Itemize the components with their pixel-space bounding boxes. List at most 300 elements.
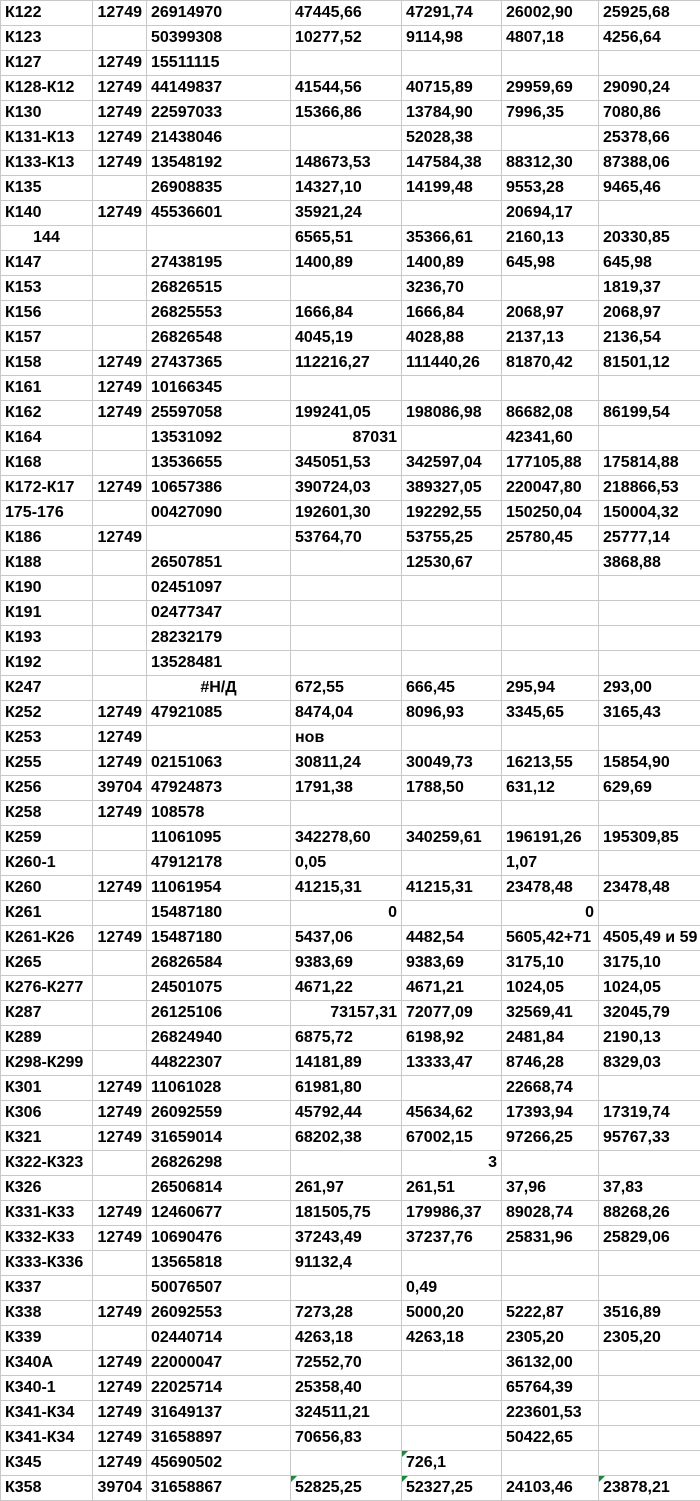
value-2-cell[interactable]	[402, 376, 502, 401]
value-1-cell[interactable]: 148673,53	[291, 151, 402, 176]
value-1-cell[interactable]: 35921,24	[291, 201, 402, 226]
value-4-cell[interactable]	[599, 651, 700, 676]
value-4-cell[interactable]	[599, 1076, 700, 1101]
row-id-cell[interactable]: 144	[1, 226, 93, 251]
account-cell[interactable]: 108578	[147, 801, 291, 826]
value-4-cell[interactable]: 4505,49 и 59	[599, 926, 700, 951]
value-3-cell[interactable]: 7996,35	[502, 101, 599, 126]
value-2-cell[interactable]: 389327,05	[402, 476, 502, 501]
value-2-cell[interactable]	[402, 1351, 502, 1376]
row-id-cell[interactable]: К287	[1, 1001, 93, 1026]
value-4-cell[interactable]: 25829,06	[599, 1226, 700, 1251]
row-id-cell[interactable]: К298-К299	[1, 1051, 93, 1076]
value-2-cell[interactable]: 1788,50	[402, 776, 502, 801]
code-cell[interactable]: 12749	[93, 1301, 147, 1326]
value-2-cell[interactable]: 9114,98	[402, 26, 502, 51]
value-4-cell[interactable]: 9465,46	[599, 176, 700, 201]
code-cell[interactable]	[93, 301, 147, 326]
code-cell[interactable]: 12749	[93, 151, 147, 176]
code-cell[interactable]: 12749	[93, 876, 147, 901]
value-4-cell[interactable]	[599, 1351, 700, 1376]
row-id-cell[interactable]: К261	[1, 901, 93, 926]
value-1-cell[interactable]: 345051,53	[291, 451, 402, 476]
code-cell[interactable]: 12749	[93, 1376, 147, 1401]
value-4-cell[interactable]: 25925,68	[599, 1, 700, 26]
value-3-cell[interactable]	[502, 1251, 599, 1276]
code-cell[interactable]: 12749	[93, 1201, 147, 1226]
code-cell[interactable]	[93, 826, 147, 851]
value-4-cell[interactable]: 81501,12	[599, 351, 700, 376]
value-2-cell[interactable]: 726,1	[402, 1451, 502, 1476]
code-cell[interactable]: 12749	[93, 351, 147, 376]
account-cell[interactable]: 11061095	[147, 826, 291, 851]
value-1-cell[interactable]: 6875,72	[291, 1026, 402, 1051]
account-cell[interactable]: 15487180	[147, 926, 291, 951]
value-4-cell[interactable]: 2190,13	[599, 1026, 700, 1051]
value-2-cell[interactable]: 13784,90	[402, 101, 502, 126]
value-4-cell[interactable]	[599, 1276, 700, 1301]
value-1-cell[interactable]: 5437,06	[291, 926, 402, 951]
row-id-cell[interactable]: К168	[1, 451, 93, 476]
value-1-cell[interactable]: 70656,83	[291, 1426, 402, 1451]
value-4-cell[interactable]: 4256,64	[599, 26, 700, 51]
account-cell[interactable]: 13531092	[147, 426, 291, 451]
value-2-cell[interactable]: 4671,21	[402, 976, 502, 1001]
value-4-cell[interactable]	[599, 901, 700, 926]
row-id-cell[interactable]: К190	[1, 576, 93, 601]
row-id-cell[interactable]: К265	[1, 951, 93, 976]
account-cell[interactable]: 31659014	[147, 1126, 291, 1151]
value-3-cell[interactable]: 2068,97	[502, 301, 599, 326]
value-3-cell[interactable]: 5222,87	[502, 1301, 599, 1326]
value-4-cell[interactable]	[599, 51, 700, 76]
row-id-cell[interactable]: К135	[1, 176, 93, 201]
account-cell[interactable]: 22597033	[147, 101, 291, 126]
code-cell[interactable]	[93, 1251, 147, 1276]
value-3-cell[interactable]: 50422,65	[502, 1426, 599, 1451]
code-cell[interactable]	[93, 1026, 147, 1051]
code-cell[interactable]: 12749	[93, 401, 147, 426]
value-3-cell[interactable]: 26002,90	[502, 1, 599, 26]
value-4-cell[interactable]: 629,69	[599, 776, 700, 801]
value-4-cell[interactable]	[599, 1376, 700, 1401]
code-cell[interactable]: 12749	[93, 751, 147, 776]
account-cell[interactable]: 45690502	[147, 1451, 291, 1476]
account-cell[interactable]: 25597058	[147, 401, 291, 426]
value-2-cell[interactable]: 30049,73	[402, 751, 502, 776]
value-1-cell[interactable]: 324511,21	[291, 1401, 402, 1426]
value-2-cell[interactable]: 4028,88	[402, 326, 502, 351]
value-4-cell[interactable]	[599, 626, 700, 651]
value-2-cell[interactable]: 4263,18	[402, 1326, 502, 1351]
value-3-cell[interactable]: 2481,84	[502, 1026, 599, 1051]
value-4-cell[interactable]: 32045,79	[599, 1001, 700, 1026]
value-4-cell[interactable]	[599, 1151, 700, 1176]
value-3-cell[interactable]: 196191,26	[502, 826, 599, 851]
value-1-cell[interactable]: 41215,31	[291, 876, 402, 901]
value-3-cell[interactable]: 223601,53	[502, 1401, 599, 1426]
value-4-cell[interactable]: 23478,48	[599, 876, 700, 901]
code-cell[interactable]	[93, 1176, 147, 1201]
code-cell[interactable]	[93, 851, 147, 876]
row-id-cell[interactable]: К123	[1, 26, 93, 51]
value-4-cell[interactable]: 17319,74	[599, 1101, 700, 1126]
account-cell[interactable]: 31658867	[147, 1476, 291, 1501]
value-2-cell[interactable]: 1400,89	[402, 251, 502, 276]
value-1-cell[interactable]: 192601,30	[291, 501, 402, 526]
row-id-cell[interactable]: К255	[1, 751, 93, 776]
code-cell[interactable]	[93, 676, 147, 701]
row-id-cell[interactable]: К131-К13	[1, 126, 93, 151]
value-1-cell[interactable]: 72552,70	[291, 1351, 402, 1376]
code-cell[interactable]	[93, 951, 147, 976]
value-4-cell[interactable]: 3165,43	[599, 701, 700, 726]
row-id-cell[interactable]: К172-К17	[1, 476, 93, 501]
account-cell[interactable]: 45536601	[147, 201, 291, 226]
account-cell[interactable]: 11061954	[147, 876, 291, 901]
row-id-cell[interactable]: К247	[1, 676, 93, 701]
value-3-cell[interactable]: 295,94	[502, 676, 599, 701]
value-3-cell[interactable]: 1024,05	[502, 976, 599, 1001]
value-1-cell[interactable]: 41544,56	[291, 76, 402, 101]
value-4-cell[interactable]: 3868,88	[599, 551, 700, 576]
row-id-cell[interactable]: К164	[1, 426, 93, 451]
value-2-cell[interactable]: 342597,04	[402, 451, 502, 476]
account-cell[interactable]: 02151063	[147, 751, 291, 776]
row-id-cell[interactable]: К193	[1, 626, 93, 651]
value-1-cell[interactable]: 112216,27	[291, 351, 402, 376]
account-cell[interactable]: 27437365	[147, 351, 291, 376]
row-id-cell[interactable]: К341-К34	[1, 1426, 93, 1451]
code-cell[interactable]	[93, 326, 147, 351]
row-id-cell[interactable]: К188	[1, 551, 93, 576]
value-1-cell[interactable]: 68202,38	[291, 1126, 402, 1151]
value-4-cell[interactable]: 645,98	[599, 251, 700, 276]
row-id-cell[interactable]: К337	[1, 1276, 93, 1301]
value-1-cell[interactable]: 37243,49	[291, 1226, 402, 1251]
account-cell[interactable]: 15487180	[147, 901, 291, 926]
row-id-cell[interactable]: К276-К277	[1, 976, 93, 1001]
row-id-cell[interactable]: 175-176	[1, 501, 93, 526]
value-3-cell[interactable]	[502, 51, 599, 76]
value-3-cell[interactable]: 4807,18	[502, 26, 599, 51]
code-cell[interactable]: 12749	[93, 526, 147, 551]
value-1-cell[interactable]: 87031	[291, 426, 402, 451]
value-1-cell[interactable]: 4263,18	[291, 1326, 402, 1351]
value-1-cell[interactable]: 47445,66	[291, 1, 402, 26]
account-cell[interactable]: 02477347	[147, 601, 291, 626]
row-id-cell[interactable]: К340А	[1, 1351, 93, 1376]
account-cell[interactable]	[147, 226, 291, 251]
account-cell[interactable]: 26914970	[147, 1, 291, 26]
code-cell[interactable]: 39704	[93, 1476, 147, 1501]
value-1-cell[interactable]	[291, 276, 402, 301]
row-id-cell[interactable]: К289	[1, 1026, 93, 1051]
value-2-cell[interactable]	[402, 601, 502, 626]
value-2-cell[interactable]	[402, 726, 502, 751]
account-cell[interactable]: 13536655	[147, 451, 291, 476]
code-cell[interactable]: 12749	[93, 1351, 147, 1376]
value-1-cell[interactable]	[291, 601, 402, 626]
account-cell[interactable]: 47921085	[147, 701, 291, 726]
value-1-cell[interactable]: 1791,38	[291, 776, 402, 801]
value-1-cell[interactable]	[291, 1451, 402, 1476]
value-2-cell[interactable]: 45634,62	[402, 1101, 502, 1126]
value-4-cell[interactable]: 2068,97	[599, 301, 700, 326]
value-2-cell[interactable]: 52327,25	[402, 1476, 502, 1501]
row-id-cell[interactable]: К259	[1, 826, 93, 851]
value-2-cell[interactable]: 340259,61	[402, 826, 502, 851]
value-2-cell[interactable]	[402, 1401, 502, 1426]
code-cell[interactable]: 12749	[93, 101, 147, 126]
row-id-cell[interactable]: К332-К33	[1, 1226, 93, 1251]
code-cell[interactable]: 12749	[93, 1451, 147, 1476]
value-1-cell[interactable]: 7273,28	[291, 1301, 402, 1326]
value-3-cell[interactable]: 24103,46	[502, 1476, 599, 1501]
value-2-cell[interactable]: 72077,09	[402, 1001, 502, 1026]
account-cell[interactable]: #Н/Д	[147, 676, 291, 701]
value-4-cell[interactable]: 25777,14	[599, 526, 700, 551]
code-cell[interactable]: 12749	[93, 476, 147, 501]
row-id-cell[interactable]: К147	[1, 251, 93, 276]
code-cell[interactable]	[93, 451, 147, 476]
value-3-cell[interactable]: 23478,48	[502, 876, 599, 901]
value-1-cell[interactable]: 30811,24	[291, 751, 402, 776]
account-cell[interactable]: 44822307	[147, 1051, 291, 1076]
value-1-cell[interactable]: 672,55	[291, 676, 402, 701]
account-cell[interactable]	[147, 726, 291, 751]
account-cell[interactable]: 02440714	[147, 1326, 291, 1351]
account-cell[interactable]: 10690476	[147, 1226, 291, 1251]
value-4-cell[interactable]	[599, 576, 700, 601]
value-2-cell[interactable]: 179986,37	[402, 1201, 502, 1226]
value-1-cell[interactable]	[291, 651, 402, 676]
value-4-cell[interactable]: 2136,54	[599, 326, 700, 351]
value-3-cell[interactable]: 89028,74	[502, 1201, 599, 1226]
row-id-cell[interactable]: К258	[1, 801, 93, 826]
code-cell[interactable]: 12749	[93, 1101, 147, 1126]
value-3-cell[interactable]: 0	[502, 901, 599, 926]
value-1-cell[interactable]: 4045,19	[291, 326, 402, 351]
value-2-cell[interactable]: 147584,38	[402, 151, 502, 176]
value-1-cell[interactable]	[291, 51, 402, 76]
account-cell[interactable]: 24501075	[147, 976, 291, 1001]
value-1-cell[interactable]: 199241,05	[291, 401, 402, 426]
value-1-cell[interactable]: 8474,04	[291, 701, 402, 726]
value-3-cell[interactable]	[502, 551, 599, 576]
row-id-cell[interactable]: К127	[1, 51, 93, 76]
code-cell[interactable]: 12749	[93, 701, 147, 726]
value-4-cell[interactable]	[599, 801, 700, 826]
code-cell[interactable]: 12749	[93, 726, 147, 751]
account-cell[interactable]: 47912178	[147, 851, 291, 876]
account-cell[interactable]	[147, 526, 291, 551]
value-2-cell[interactable]: 12530,67	[402, 551, 502, 576]
row-id-cell[interactable]: К186	[1, 526, 93, 551]
value-1-cell[interactable]: 261,97	[291, 1176, 402, 1201]
value-3-cell[interactable]: 42341,60	[502, 426, 599, 451]
value-2-cell[interactable]: 14199,48	[402, 176, 502, 201]
code-cell[interactable]	[93, 551, 147, 576]
value-2-cell[interactable]: 9383,69	[402, 951, 502, 976]
code-cell[interactable]	[93, 1326, 147, 1351]
code-cell[interactable]	[93, 26, 147, 51]
value-2-cell[interactable]	[402, 901, 502, 926]
value-1-cell[interactable]	[291, 126, 402, 151]
value-2-cell[interactable]: 666,45	[402, 676, 502, 701]
value-1-cell[interactable]	[291, 551, 402, 576]
value-4-cell[interactable]: 293,00	[599, 676, 700, 701]
value-2-cell[interactable]: 6198,92	[402, 1026, 502, 1051]
value-2-cell[interactable]	[402, 1376, 502, 1401]
code-cell[interactable]: 12749	[93, 1, 147, 26]
code-cell[interactable]	[93, 1151, 147, 1176]
value-3-cell[interactable]: 17393,94	[502, 1101, 599, 1126]
value-1-cell[interactable]: 25358,40	[291, 1376, 402, 1401]
value-2-cell[interactable]	[402, 1251, 502, 1276]
value-3-cell[interactable]: 29959,69	[502, 76, 599, 101]
row-id-cell[interactable]: К333-К336	[1, 1251, 93, 1276]
value-4-cell[interactable]: 20330,85	[599, 226, 700, 251]
value-1-cell[interactable]: 0,05	[291, 851, 402, 876]
code-cell[interactable]: 12749	[93, 926, 147, 951]
value-3-cell[interactable]	[502, 726, 599, 751]
code-cell[interactable]: 12749	[93, 76, 147, 101]
value-2-cell[interactable]	[402, 201, 502, 226]
code-cell[interactable]: 12749	[93, 1426, 147, 1451]
account-cell[interactable]: 26125106	[147, 1001, 291, 1026]
value-2-cell[interactable]: 13333,47	[402, 1051, 502, 1076]
value-2-cell[interactable]: 40715,89	[402, 76, 502, 101]
row-id-cell[interactable]: К358	[1, 1476, 93, 1501]
code-cell[interactable]: 12749	[93, 51, 147, 76]
account-cell[interactable]: 00427090	[147, 501, 291, 526]
value-3-cell[interactable]: 88312,30	[502, 151, 599, 176]
code-cell[interactable]: 12749	[93, 1226, 147, 1251]
value-2-cell[interactable]: 0,49	[402, 1276, 502, 1301]
value-3-cell[interactable]	[502, 1451, 599, 1476]
value-1-cell[interactable]: 1666,84	[291, 301, 402, 326]
value-3-cell[interactable]	[502, 276, 599, 301]
value-4-cell[interactable]: 25378,66	[599, 126, 700, 151]
row-id-cell[interactable]: К192	[1, 651, 93, 676]
account-cell[interactable]: 13565818	[147, 1251, 291, 1276]
code-cell[interactable]	[93, 251, 147, 276]
value-4-cell[interactable]: 8329,03	[599, 1051, 700, 1076]
value-2-cell[interactable]	[402, 426, 502, 451]
value-3-cell[interactable]: 177105,88	[502, 451, 599, 476]
value-1-cell[interactable]: 9383,69	[291, 951, 402, 976]
row-id-cell[interactable]: К158	[1, 351, 93, 376]
value-4-cell[interactable]	[599, 376, 700, 401]
account-cell[interactable]: 02451097	[147, 576, 291, 601]
value-4-cell[interactable]	[599, 426, 700, 451]
row-id-cell[interactable]: К326	[1, 1176, 93, 1201]
value-3-cell[interactable]	[502, 651, 599, 676]
value-1-cell[interactable]: 4671,22	[291, 976, 402, 1001]
value-2-cell[interactable]: 3236,70	[402, 276, 502, 301]
value-4-cell[interactable]	[599, 1451, 700, 1476]
value-2-cell[interactable]: 261,51	[402, 1176, 502, 1201]
account-cell[interactable]: 50399308	[147, 26, 291, 51]
value-3-cell[interactable]: 97266,25	[502, 1126, 599, 1151]
value-1-cell[interactable]: 0	[291, 901, 402, 926]
value-1-cell[interactable]: 53764,70	[291, 526, 402, 551]
value-1-cell[interactable]: 52825,25	[291, 1476, 402, 1501]
code-cell[interactable]: 12749	[93, 126, 147, 151]
value-2-cell[interactable]	[402, 1426, 502, 1451]
account-cell[interactable]: 22025714	[147, 1376, 291, 1401]
value-4-cell[interactable]	[599, 1401, 700, 1426]
value-2-cell[interactable]: 35366,61	[402, 226, 502, 251]
value-1-cell[interactable]	[291, 626, 402, 651]
value-3-cell[interactable]	[502, 126, 599, 151]
code-cell[interactable]	[93, 901, 147, 926]
value-1-cell[interactable]: 45792,44	[291, 1101, 402, 1126]
value-2-cell[interactable]	[402, 851, 502, 876]
row-id-cell[interactable]: К340-1	[1, 1376, 93, 1401]
value-3-cell[interactable]	[502, 601, 599, 626]
row-id-cell[interactable]: К260	[1, 876, 93, 901]
code-cell[interactable]: 12749	[93, 801, 147, 826]
account-cell[interactable]: 26507851	[147, 551, 291, 576]
value-3-cell[interactable]	[502, 1151, 599, 1176]
row-id-cell[interactable]: К156	[1, 301, 93, 326]
value-4-cell[interactable]: 195309,85	[599, 826, 700, 851]
value-4-cell[interactable]	[599, 601, 700, 626]
code-cell[interactable]: 12749	[93, 1076, 147, 1101]
account-cell[interactable]: 47924873	[147, 776, 291, 801]
value-2-cell[interactable]	[402, 651, 502, 676]
value-3-cell[interactable]: 20694,17	[502, 201, 599, 226]
account-cell[interactable]: 31649137	[147, 1401, 291, 1426]
code-cell[interactable]	[93, 626, 147, 651]
account-cell[interactable]: 10657386	[147, 476, 291, 501]
row-id-cell[interactable]: К161	[1, 376, 93, 401]
row-id-cell[interactable]: К301	[1, 1076, 93, 1101]
row-id-cell[interactable]: К256	[1, 776, 93, 801]
value-2-cell[interactable]: 192292,55	[402, 501, 502, 526]
value-1-cell[interactable]: 14181,89	[291, 1051, 402, 1076]
value-3-cell[interactable]: 1,07	[502, 851, 599, 876]
value-2-cell[interactable]: 67002,15	[402, 1126, 502, 1151]
value-4-cell[interactable]: 7080,86	[599, 101, 700, 126]
value-1-cell[interactable]	[291, 1276, 402, 1301]
value-1-cell[interactable]: 10277,52	[291, 26, 402, 51]
value-1-cell[interactable]: 91132,4	[291, 1251, 402, 1276]
row-id-cell[interactable]: К252	[1, 701, 93, 726]
value-4-cell[interactable]: 1024,05	[599, 976, 700, 1001]
value-4-cell[interactable]: 2305,20	[599, 1326, 700, 1351]
value-4-cell[interactable]: 15854,90	[599, 751, 700, 776]
value-1-cell[interactable]	[291, 801, 402, 826]
value-2-cell[interactable]: 53755,25	[402, 526, 502, 551]
value-3-cell[interactable]: 16213,55	[502, 751, 599, 776]
value-3-cell[interactable]: 81870,42	[502, 351, 599, 376]
value-3-cell[interactable]: 86682,08	[502, 401, 599, 426]
value-3-cell[interactable]: 37,96	[502, 1176, 599, 1201]
value-4-cell[interactable]: 87388,06	[599, 151, 700, 176]
code-cell[interactable]: 12749	[93, 376, 147, 401]
value-2-cell[interactable]: 47291,74	[402, 1, 502, 26]
value-4-cell[interactable]	[599, 726, 700, 751]
account-cell[interactable]: 26826515	[147, 276, 291, 301]
value-4-cell[interactable]: 88268,26	[599, 1201, 700, 1226]
account-cell[interactable]: 26824940	[147, 1026, 291, 1051]
code-cell[interactable]	[93, 176, 147, 201]
account-cell[interactable]: 44149837	[147, 76, 291, 101]
value-1-cell[interactable]: 73157,31	[291, 1001, 402, 1026]
